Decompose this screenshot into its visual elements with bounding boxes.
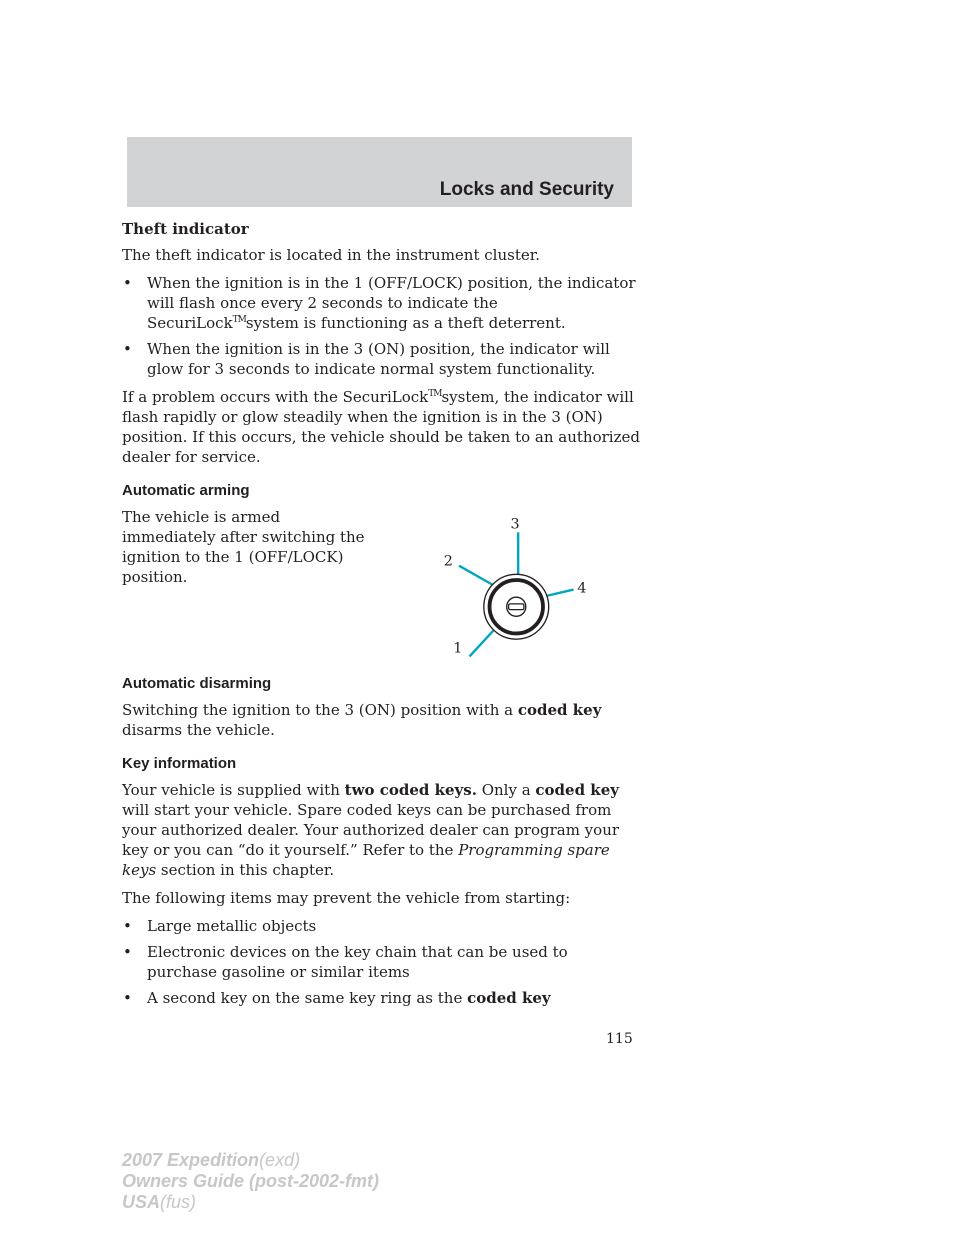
heading-automatic-arming: Automatic arming — [122, 482, 250, 499]
footer-model: 2007 Expedition — [122, 1150, 260, 1170]
trademark-mark: TM — [428, 389, 442, 399]
footer-market: USA — [122, 1192, 161, 1212]
footer-line-1 — [122, 1150, 379, 1171]
disarming-text-b: disarms the vehicle. — [122, 721, 275, 739]
theft-bullet-1 — [122, 273, 642, 333]
arming-text: The vehicle is armed immediately after switching the ignition to the 1 (OFF/LOCK) position. — [122, 508, 365, 586]
position-line-1 — [469, 631, 493, 657]
prevent-bullet-list — [122, 916, 642, 1008]
footer-model-code: (exd) — [259, 1150, 301, 1170]
footer-market-code: (fus) — [160, 1192, 197, 1212]
heading-theft-indicator: Theft indicator — [122, 220, 249, 238]
heading-automatic-disarming: Automatic disarming — [122, 675, 272, 692]
position-label-2: 2 — [443, 553, 453, 570]
disarming-text-a: Switching the ignition to the 3 (ON) position with a — [122, 701, 518, 719]
footer-line-3 — [122, 1192, 379, 1213]
chapter-title: Locks and Security — [439, 179, 614, 200]
theft-bullet-2: • When the ignition is in the 3 (ON) position, the indicator will glow for 3 seconds to indicate normal system functionality. — [122, 339, 642, 379]
page-number: 115 — [606, 1031, 633, 1047]
position-line-2 — [459, 566, 494, 586]
prevent-bullet-3 — [122, 988, 642, 1008]
theft-bullet-1-text-a: When the ignition is in the 1 (OFF/LOCK) position, the indicator will flash once every 2 seconds to indicate the SecuriLock — [147, 274, 636, 332]
heading-key-information: Key information — [122, 755, 237, 772]
theft-bullet-list — [122, 273, 642, 379]
prevent-bullet-2: • Electronic devices on the key chain that can be used to purchase gasoline or similar items — [122, 942, 642, 982]
page-content — [122, 219, 642, 1016]
disarming-text — [122, 700, 642, 740]
prevent-bullet-3-bold: coded key — [467, 989, 551, 1007]
key-info-text-a: Your vehicle is supplied with — [122, 781, 345, 799]
key-info-paragraph — [122, 780, 642, 880]
key-info-italic-ref: Programming spare keys — [122, 841, 610, 879]
theft-problem-paragraph — [122, 387, 642, 467]
theft-intro: The theft indicator is located in the instrument cluster. — [122, 246, 541, 264]
position-label-3: 3 — [510, 516, 520, 533]
footer-guide: Owners Guide (post-2002-fmt) — [122, 1171, 380, 1191]
prevent-bullet-3-text: A second key on the same key ring as the — [147, 989, 468, 1007]
key-info-text-c: will start your vehicle. Spare coded keys can be purchased from your authorized dealer. Your authorized dealer can program your key or you can “do it yourself.” Refer to the — [122, 801, 620, 859]
problem-text-b: system, the indicator will flash rapidly or glow steadily when the ignition is in the 3 (ON) position. If this occurs, the vehicle should be taken to an authorized dealer for service. — [122, 388, 640, 466]
key-info-prevent-intro: The following items may prevent the vehicle from starting: — [122, 889, 571, 907]
position-label-4: 4 — [577, 580, 587, 597]
key-info-bold-2: coded key — [535, 781, 619, 799]
disarming-text-bold: coded key — [517, 701, 602, 719]
document-footer — [122, 1150, 379, 1213]
key-info-bold-1: two coded keys. — [344, 781, 477, 799]
footer-line-2 — [122, 1171, 379, 1192]
ignition-positions-figure — [375, 503, 604, 658]
ignition-cylinder-icon — [484, 574, 549, 639]
key-info-text-d: section in this chapter. — [156, 861, 335, 879]
problem-text-a: If a problem occurs with the SecuriLock — [122, 388, 429, 406]
prevent-bullet-1: • Large metallic objects — [122, 916, 642, 936]
chapter-header-band — [127, 137, 632, 207]
position-label-1: 1 — [453, 640, 463, 657]
trademark-mark: TM — [232, 315, 246, 325]
position-line-4 — [545, 590, 574, 597]
key-info-text-b: Only a — [476, 781, 536, 799]
arming-section — [122, 507, 642, 658]
theft-bullet-1-text-b: system is functioning as a theft deterrent. — [245, 314, 566, 332]
